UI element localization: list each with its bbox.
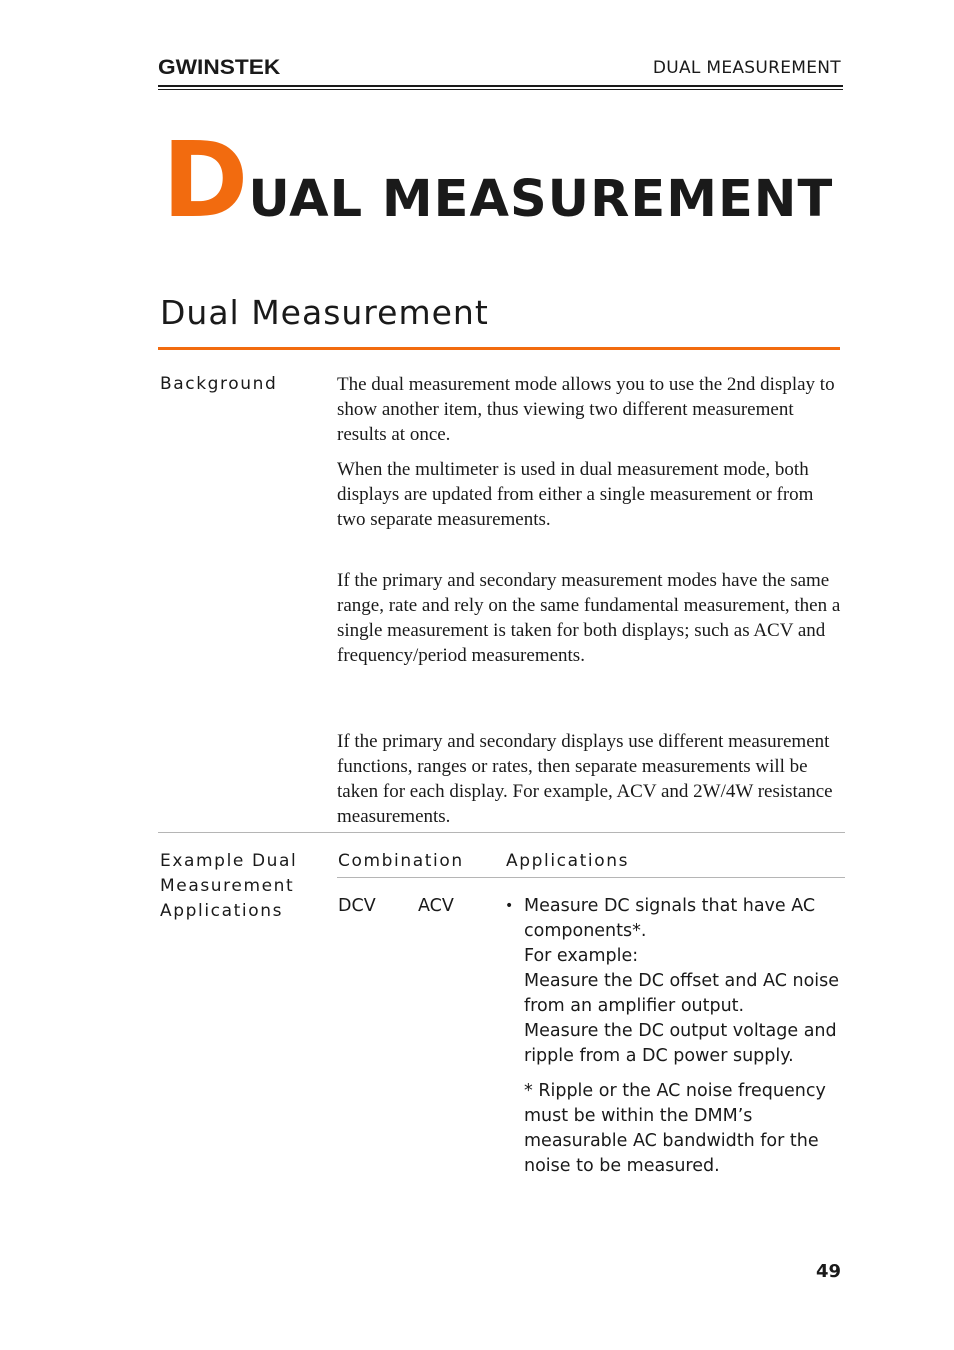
footnote: * Ripple or the AC noise frequency must be within the DMM’s measurable AC bandwidth for the noise to be measured. — [524, 1081, 826, 1176]
background-paragraph — [337, 372, 845, 447]
column-header-combination: Combination — [338, 851, 464, 871]
application-line: from an amplifier output. — [524, 996, 745, 1016]
primary-function-cell: DCV — [338, 896, 376, 916]
page-number: 49 — [815, 1261, 841, 1282]
chapter-initial-letter: D — [162, 119, 249, 241]
running-header-title: DUAL MEASUREMENT — [652, 58, 841, 78]
chapter-title — [162, 119, 834, 241]
application-line: Measure the DC output voltage and — [524, 1021, 837, 1041]
background-paragraph — [337, 568, 845, 668]
background-paragraph — [337, 457, 845, 532]
section-divider — [158, 832, 845, 833]
secondary-function-cell: ACV — [418, 896, 454, 916]
section-rule — [158, 347, 840, 350]
column-header-applications: Applications — [506, 851, 630, 871]
paragraph-text: If the primary and secondary displays use different measurement functions, ranges or rates, then separate measurements will be taken for each display. For example, ACV and 2W/4W resistance measurements. — [337, 731, 833, 827]
examples-label: Example Dual Measurement Applications — [160, 851, 298, 921]
section-title: Dual Measurement — [160, 293, 489, 332]
header-rule — [158, 85, 843, 87]
paragraph-text: If the primary and secondary measurement modes have the same range, rate and rely on the same fundamental measurement, then a single measurement is taken for both displays; such as ACV and frequency/period measurements. — [337, 570, 841, 666]
background-label: Background — [160, 374, 278, 394]
paragraph-text: When the multimeter is used in dual measurement mode, both displays are updated from either a single measurement or from two separate measurements. — [337, 459, 814, 530]
bullet-icon: • — [505, 898, 514, 914]
page-header — [158, 56, 843, 90]
table-header-divider — [337, 877, 845, 878]
brand-logo: GWINSTEK — [158, 56, 281, 79]
application-description — [524, 894, 849, 1069]
application-line: Measure the DC offset and AC noise — [524, 971, 840, 991]
chapter-title-rest: UAL MEASUREMENT — [248, 170, 834, 229]
header-rule-thin — [158, 89, 843, 90]
paragraph-text: The dual measurement mode allows you to use the 2nd display to show another item, thus viewing two different measurement results at once. — [337, 374, 835, 445]
application-line: For example: — [524, 946, 639, 966]
background-paragraph — [337, 729, 845, 829]
application-line: components*. — [524, 921, 647, 941]
application-line: Measure DC signals that have AC — [524, 896, 816, 916]
application-line: ripple from a DC power supply. — [524, 1046, 794, 1066]
